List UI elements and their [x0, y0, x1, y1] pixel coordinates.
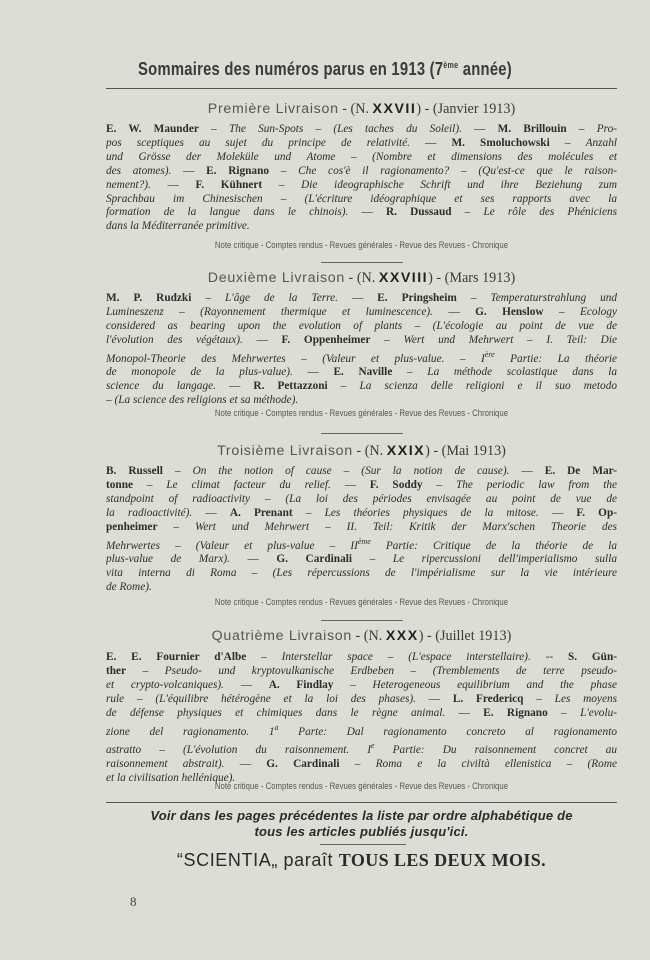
article-title: The periodic law from the [455, 478, 617, 491]
author-name: F. Oppenheimer [281, 333, 371, 346]
article-title: de monopole de la plus-value). [106, 366, 293, 379]
contents-line [106, 320, 617, 334]
separator-text: — [242, 333, 282, 346]
separator-text: — [150, 178, 196, 191]
author-name: tonne [106, 478, 133, 491]
author-name: F. Op- [576, 506, 617, 519]
separator-text: — [330, 478, 370, 491]
separator-text: – [292, 506, 325, 519]
separator-text: — [461, 123, 498, 135]
contents-line [106, 651, 617, 665]
contents-line [106, 220, 617, 234]
article-title: zione del ragionamento. 1 [106, 725, 275, 738]
separator-text: – [549, 136, 586, 149]
contents-line [106, 521, 617, 535]
author-name: E. W. Maunder [106, 123, 199, 135]
section-contents [106, 651, 617, 786]
contents-line [106, 292, 617, 306]
article-title: raisonnement abstrait). [106, 757, 225, 770]
article-title: standpoint of radioactivity – (La loi des périodes envisagée au point de vue de [106, 492, 617, 505]
separator-text: – [327, 380, 360, 393]
article-title: Monopol-Theorie des Mehrwertes – (Valeur et plus-value. – I [106, 352, 485, 365]
article-title: Heterogeneous equilibrium and the phase [372, 678, 617, 691]
author-name: E. Naville [333, 366, 393, 379]
contents-line [106, 348, 617, 367]
section-heading: Quatrième Livraison - (N. XXX) - (Juillet 1913) [211, 628, 512, 644]
separator-text: — [433, 305, 476, 318]
section-contents [106, 123, 617, 234]
contents-line [106, 507, 617, 521]
article-title: Anzahl [585, 136, 617, 149]
footer-rule [106, 802, 617, 803]
article-title: l'évolution des végétaux). [106, 333, 243, 346]
separator-text: – [422, 478, 456, 491]
author-name: penheimer [106, 520, 158, 533]
author-name: R. Dussaud [385, 206, 452, 219]
separator-text: – [543, 305, 580, 318]
section-rubrics: Note critique - Comptes rendus - Revues générales - Revue des Revues - Chronique [214, 597, 509, 608]
separator-text: – [246, 651, 282, 663]
author-name: F. Kühnert [195, 178, 263, 191]
article-title: L'evolu- [580, 706, 617, 719]
contents-line [106, 535, 617, 554]
superscript: a [274, 722, 279, 732]
section-contents [106, 292, 617, 408]
author-name: A. Prenant [229, 506, 293, 519]
separator-text: – [456, 292, 491, 304]
article-title: considered as bearing upon the evolution of plants – (L'écologie au point de vue de [106, 319, 617, 332]
separator-text: – [133, 478, 167, 491]
contents-line [106, 179, 617, 193]
contents-line [106, 380, 617, 394]
article-title: Pro- [596, 123, 617, 135]
author-name: E. De Mar- [544, 465, 617, 477]
separator-text: — [224, 757, 267, 770]
article-title: Parte: Dal ragionamento concreto al ragionamento [278, 725, 617, 738]
contents-line [106, 206, 617, 220]
separator-text: – [269, 164, 299, 177]
article-title: science du langage. [106, 380, 216, 393]
separator-text: — [215, 380, 254, 393]
article-title: la radioactivité). [106, 506, 193, 519]
author-name: E. E. Fournier d'Albe [106, 651, 247, 663]
separator-text: — [229, 553, 277, 566]
article-title: Partie: La théorie [494, 352, 617, 365]
separator-text: – [162, 465, 193, 477]
article-title: Lumineszenz – (Rayonnement thermique et luminescence). [106, 305, 433, 318]
separator-text: – [333, 678, 373, 691]
article-title: et crypto-volcaniques). [106, 678, 225, 691]
contents-line [106, 679, 617, 693]
author-name: G. Henslow [475, 305, 544, 318]
contents-line [106, 479, 617, 493]
section-separator [321, 262, 403, 263]
article-title: et la civilisation hellénique). [106, 771, 236, 784]
contents-line [106, 553, 617, 567]
section-heading: Deuxième Livraison - (N. XXVIII) - (Mars 1913) [207, 270, 516, 286]
section-heading: Première Livraison - (N. XXVII) - (Janvier 1913) [207, 101, 516, 117]
article-title: de défense physiques et chimiques dans le règne animal. [106, 706, 446, 719]
article-title: Temperaturstrahlung und [490, 292, 617, 304]
article-title: Les théories physiques de la mitose. [324, 506, 539, 519]
footer-separator [320, 844, 406, 845]
author-name: A. Findlay [268, 678, 334, 691]
author-name: M. Smoluchowski [451, 136, 550, 149]
superscript: e [371, 741, 375, 751]
contents-line [106, 693, 617, 707]
article-title: Wert und Mehrwert – I. Teil: Die [403, 333, 617, 346]
article-title: Pseudo- und kryptovulkanische Erdbeben – (Tremblements de terre pseudo- [164, 664, 617, 677]
contents-line [106, 567, 617, 581]
section-contents [106, 465, 617, 595]
separator-text: — [171, 164, 207, 177]
article-title: La scienza delle religioni e il suo metodo [359, 380, 617, 393]
separator-text: — [348, 206, 386, 219]
article-title: de Rome). [106, 581, 152, 594]
contents-line [106, 165, 617, 179]
separator-text: – [157, 520, 195, 533]
separator-text: — [292, 366, 334, 379]
author-name: G. Cardinali [266, 757, 340, 770]
article-title: The Sun-Spots – (Les taches du Soleil). [228, 123, 462, 135]
article-title: – (La science des religions et sa méthode). [106, 394, 299, 407]
separator-text: – [392, 366, 428, 379]
page-number: 8 [130, 894, 137, 909]
title-rule [106, 88, 617, 89]
separator-text: – [566, 123, 597, 135]
author-name: R. Pettazzoni [253, 380, 328, 393]
separator-text: – [523, 692, 555, 705]
contents-line [106, 394, 617, 408]
article-title: formation de la langue dans le chinois). [106, 206, 349, 219]
contents-line [106, 193, 617, 207]
article-title: nement?). [106, 178, 151, 191]
article-title: und Grösse der Moleküle und Atome – (Nombre et dimensions des molécules et [106, 150, 617, 163]
contents-line [106, 137, 617, 151]
contents-line [106, 123, 617, 137]
contents-line [106, 758, 617, 772]
superscript: ère [484, 349, 495, 359]
article-title: Die ideographische Schrift und ihre Beziehung zum [301, 178, 617, 191]
author-name: B. Russell [106, 465, 163, 477]
article-title: Le ripercussioni dell'imperialismo sulla [392, 553, 617, 566]
author-name: E. Rignano [483, 706, 548, 719]
separator-text: — [224, 678, 269, 691]
author-name: ther [106, 664, 127, 677]
article-title: plus-value de Marx). [106, 553, 230, 566]
section-rubrics: Note critique - Comptes rendus - Revues générales - Revue des Revues - Chronique [214, 408, 509, 419]
separator-text: — [445, 706, 484, 719]
section-rubrics: Note critique - Comptes rendus - Revues générales - Revue des Revues - Chronique [214, 781, 509, 792]
contents-line [106, 334, 617, 348]
article-title: Ecology [579, 305, 617, 318]
separator-text: — [192, 506, 230, 519]
publication-frequency: “SCIENTIA„ paraît TOUS LES DEUX MOIS. [176, 850, 547, 870]
separator-text: – [191, 292, 225, 304]
contents-line [106, 721, 617, 740]
author-name: M. Brillouin [497, 123, 567, 135]
section-rubrics: Note critique - Comptes rendus - Revues générales - Revue des Revues - Chronique [214, 240, 509, 251]
author-name: F. Soddy [369, 478, 423, 491]
article-title: pos sceptiques au sujet du principe de relativité. [106, 136, 410, 149]
contents-line [106, 707, 617, 721]
article-title: Mehrwertes – (Valeur et plus-value – II [106, 539, 358, 552]
contents-line [106, 493, 617, 507]
section-heading: Troisième Livraison - (N. XXIX) - (Mai 1913) [217, 443, 506, 459]
author-name: S. Gün- [567, 651, 617, 663]
separator-text: – [262, 178, 302, 191]
article-title: astratto – (L'évolution du raisonnement. I [106, 743, 372, 756]
separator-text: – [352, 553, 393, 566]
separator-text: – [339, 757, 376, 770]
article-title: Partie: Du raisonnement concret au [374, 743, 617, 756]
separator-text: — [415, 692, 453, 705]
article-title: dans la Méditerranée primitive. [106, 220, 250, 233]
section-separator [321, 620, 403, 621]
author-name: G. Cardinali [276, 553, 353, 566]
contents-line [106, 665, 617, 679]
contents-line [106, 581, 617, 595]
contents-line [106, 151, 617, 165]
article-title: rule – (L'équilibre hétérogène et la loi des phases). [106, 692, 416, 705]
separator-text: – [126, 664, 165, 677]
article-title: Sprachbau im Chinesischen – (L'écriture idéographique et ses rapports avec la [106, 192, 617, 205]
article-title: On the notion of cause – (Sur la notion de cause). [192, 465, 510, 477]
section-separator [321, 433, 403, 434]
author-name: E. Rignano [206, 164, 270, 177]
article-title: Interstellar space – (L'espace interstellaire). [281, 651, 531, 663]
article-title: des atomes). [106, 164, 172, 177]
contents-line [106, 739, 617, 758]
article-title: Les moyens [554, 692, 617, 705]
contents-line [106, 306, 617, 320]
article-title: La méthode scolastique dans la [427, 366, 617, 379]
page-title: Sommaires des numéros parus en 1913 (7ème année) [138, 58, 512, 79]
article-title: Partie: Critique de la théorie de la [370, 539, 617, 552]
article-title: Wert und Mehrwert – II. Teil: Kritik der Marx'schen Theorie des [194, 520, 617, 533]
separator-text: – [451, 206, 484, 219]
separator-text: — [337, 292, 378, 304]
separator-text: – [198, 123, 229, 135]
article-title: Che cos'è il ragionamento? – (Qu'est-ce que le raison- [298, 164, 617, 177]
separator-text: -- [530, 651, 568, 663]
article-title: L'âge de la Terre. [225, 292, 338, 304]
author-name: M. P. Rudzki [106, 292, 192, 304]
author-name: L. Fredericq [452, 692, 524, 705]
article-title: vita interna di Roma – (Les répercussions de l'impérialisme sur la vie intérieure [106, 567, 617, 580]
article-title: Le climat facteur du relief. [166, 478, 331, 491]
superscript: ème [357, 536, 371, 546]
separator-text: – [547, 706, 581, 719]
separator-text: — [538, 506, 577, 519]
separator-text: – [370, 333, 404, 346]
separator-text: — [509, 465, 545, 477]
contents-line [106, 366, 617, 380]
article-title: Roma e la civiltà ellenistica – (Rome [375, 757, 617, 770]
author-name: E. Pringsheim [377, 292, 457, 304]
separator-text: — [409, 136, 452, 149]
contents-line [106, 465, 617, 479]
alphabetical-list-note: Voir dans les pages précédentes la liste par ordre alphabétique de tous les articles publiés jusqu'ici. [150, 808, 573, 839]
article-title: Le rôle des Phéniciens [483, 206, 617, 219]
